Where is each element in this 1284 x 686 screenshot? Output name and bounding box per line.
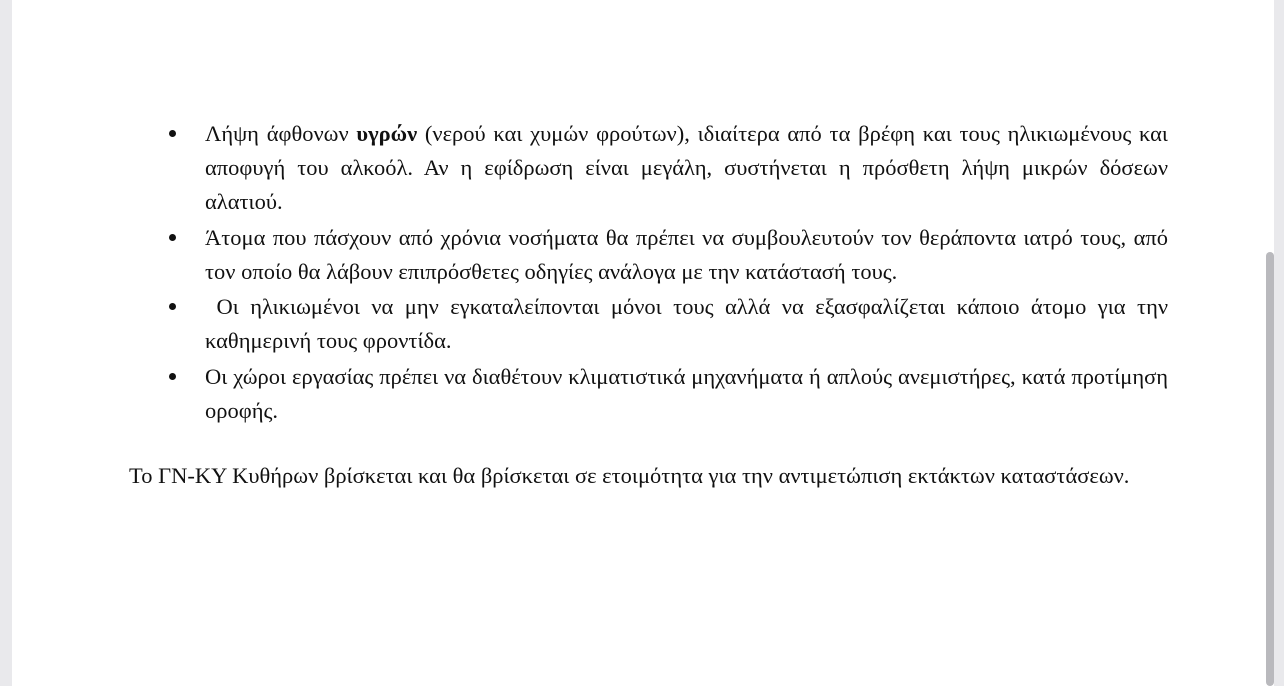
document-page bbox=[12, 0, 1274, 686]
bullet-text: Οι χώροι εργασίας πρέπει να διαθέτουν κλιματιστικά μηχανήματα ή απλούς ανεμιστήρες, κατά προτίμηση οροφής. bbox=[205, 364, 1168, 423]
bullet-text-prefix: Λήψη άφθονων bbox=[205, 121, 357, 146]
bullet-icon bbox=[169, 373, 176, 380]
bullet-text-bold: υγρών bbox=[356, 121, 418, 146]
closing-paragraph: Το ΓΝ-ΚΥ Κυθήρων βρίσκεται και θα βρίσκεται σε ετοιμότητα για την αντιμετώπιση εκτάκτων καταστάσεων. bbox=[129, 463, 1130, 488]
scrollbar-thumb[interactable] bbox=[1266, 252, 1274, 686]
bullet-icon bbox=[169, 130, 176, 137]
bullet-icon bbox=[169, 234, 176, 241]
bullet-text bbox=[205, 117, 1168, 219]
bullet-text: Άτομα που πάσχουν από χρόνια νοσήματα θα πρέπει να συμβουλευτούν τον θεράποντα ιατρό τους, από τον οποίο θα λάβουν επιπρόσθετες οδηγίες ανάλογα με την κατάστασή τους. bbox=[205, 225, 1168, 284]
scrollbar-track[interactable] bbox=[1274, 0, 1284, 686]
bullet-icon bbox=[169, 303, 176, 310]
bullet-text-suffix: (νερού και χυμών φρούτων), ιδιαίτερα από τα βρέφη και τους ηλικιωμένους και αποφυγή του αλκοόλ. Αν η εφίδρωση είναι μεγάλη, συστήνεται η πρόσθετη λήψη μικρών δόσεων αλατιού. bbox=[205, 121, 1168, 214]
bullet-text: Οι ηλικιωμένοι να μην εγκαταλείπονται μόνοι τους αλλά να εξασφαλίζεται κάποιο άτομο για την καθημερινή τους φροντίδα. bbox=[205, 294, 1174, 353]
